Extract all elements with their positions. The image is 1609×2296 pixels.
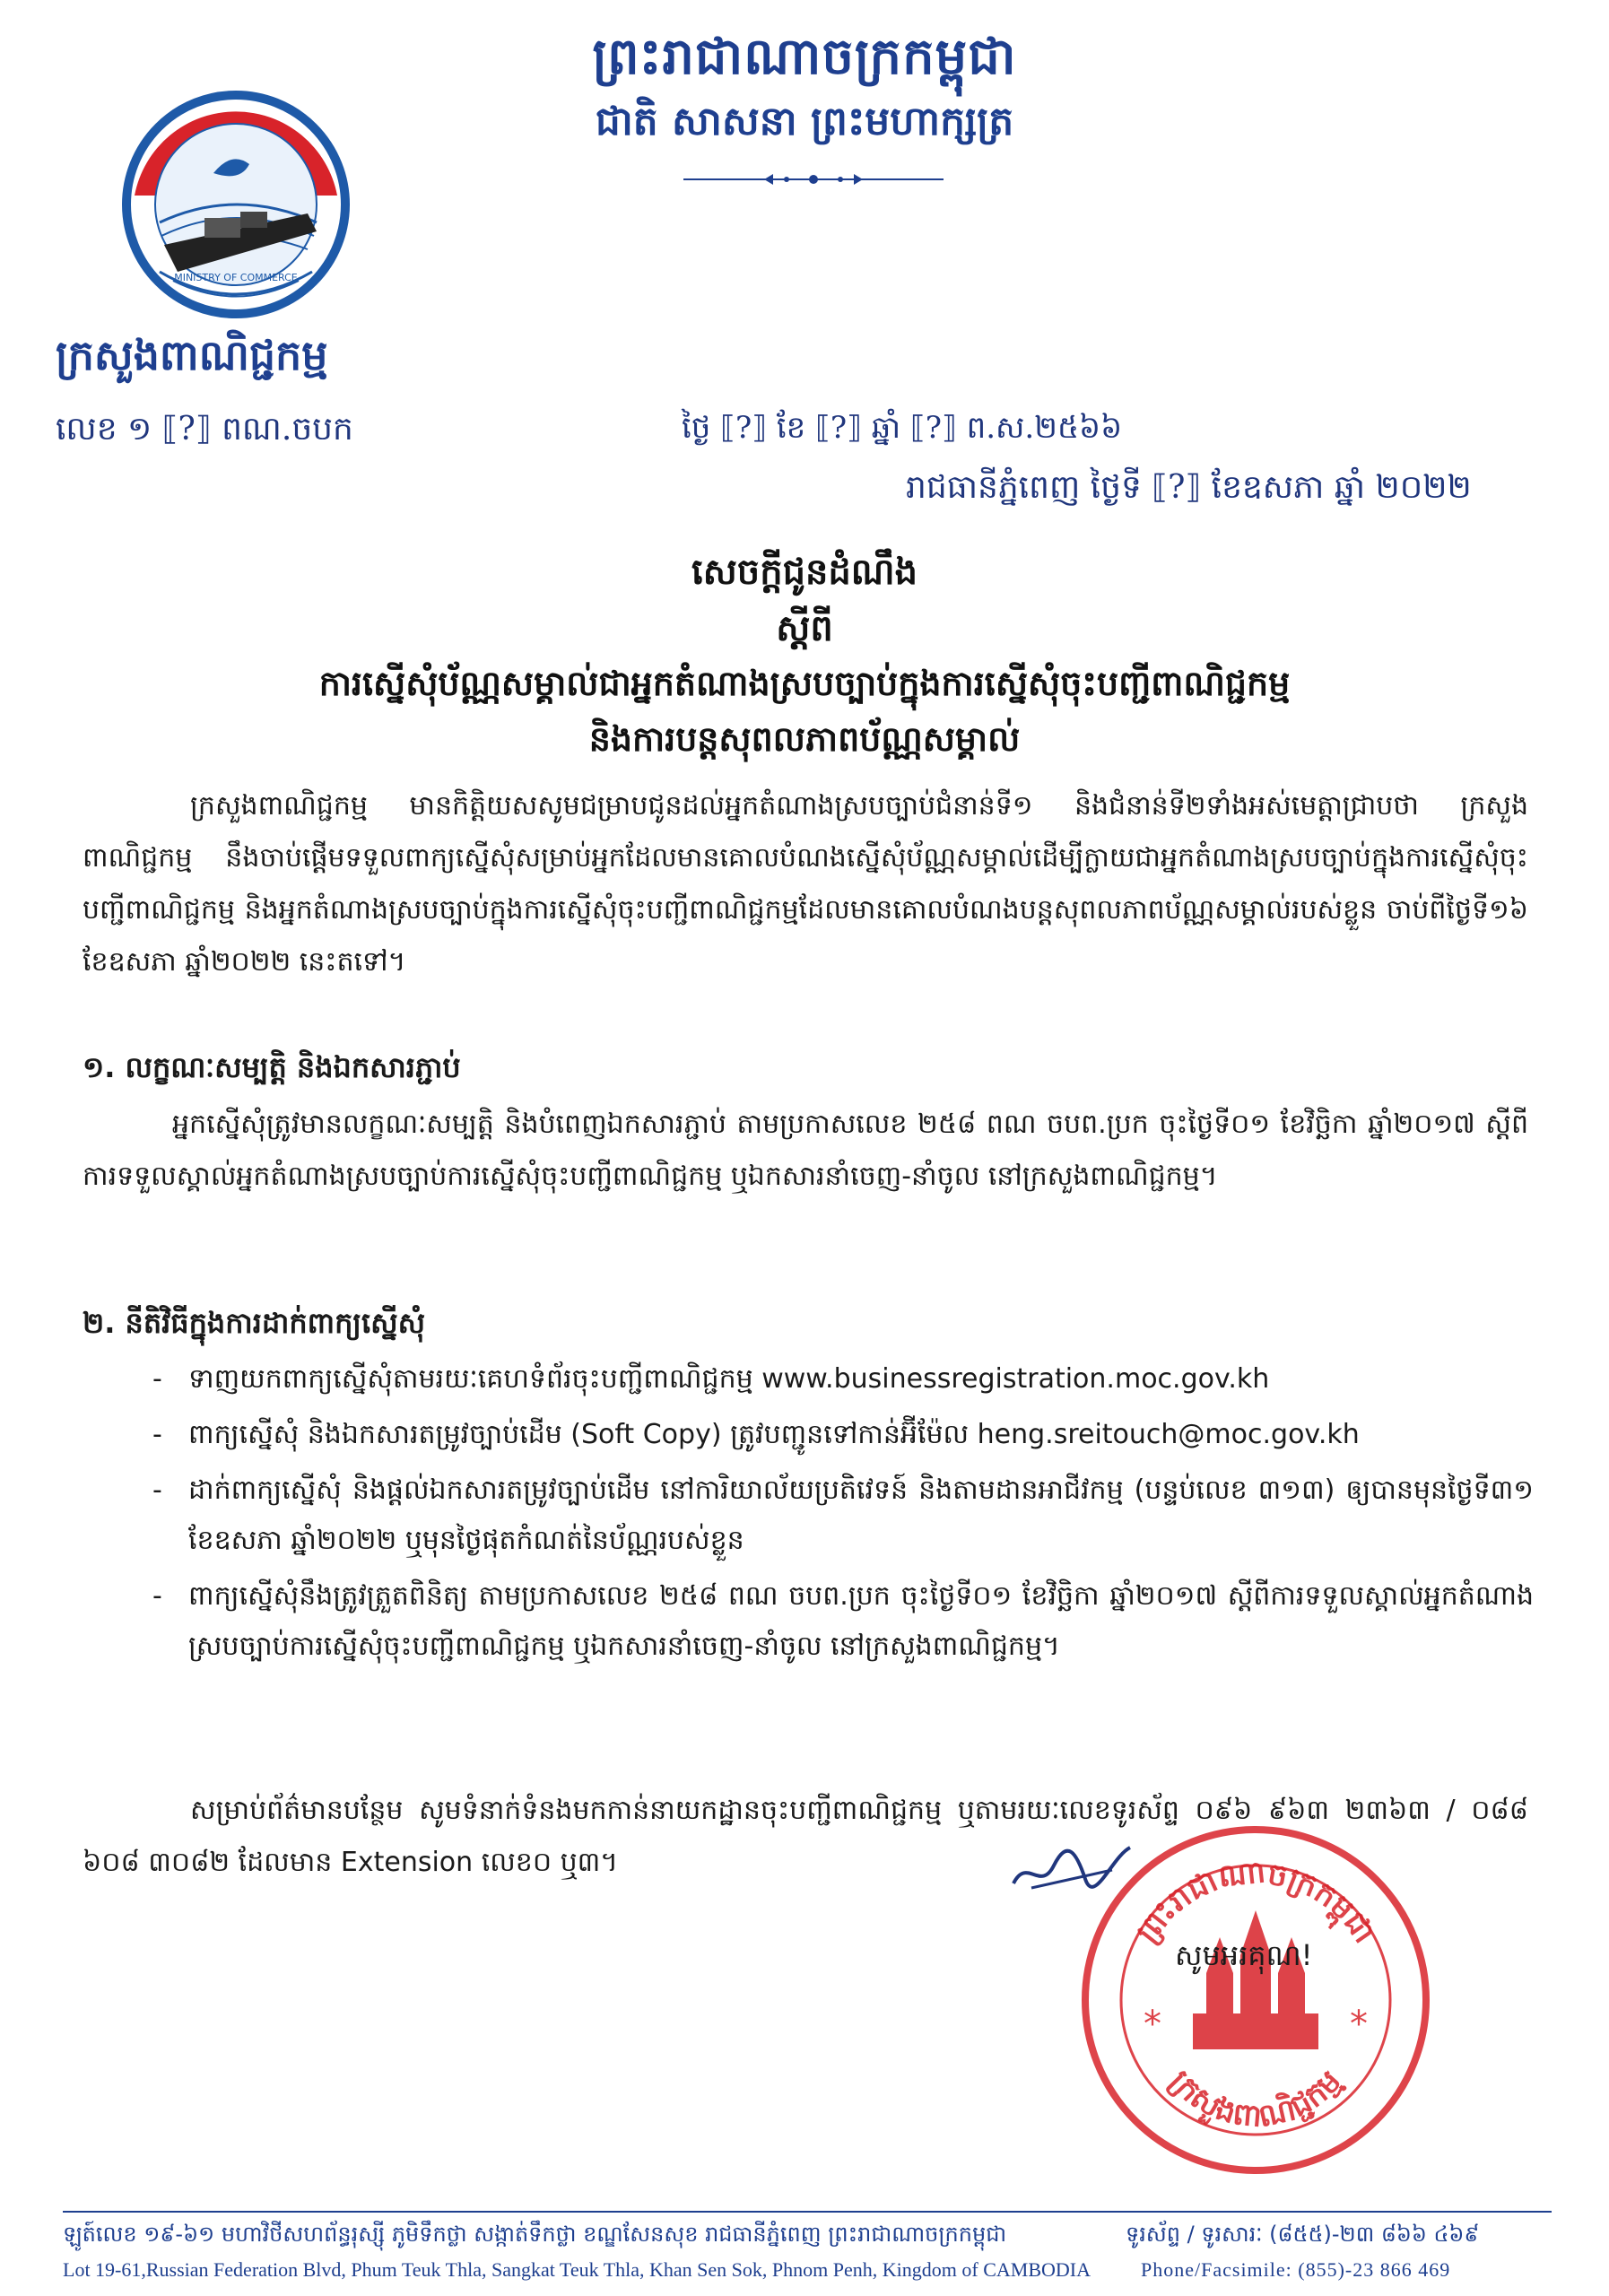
notice-title: សេចក្តីជូនដំណឹង <box>691 552 918 593</box>
procedure-list <box>152 1354 1534 1677</box>
list-item <box>152 1465 1534 1566</box>
signature-icon <box>1005 1839 1139 1901</box>
section-1-heading: ១. លក្ខណៈសម្បត្តិ និងឯកសារភ្ជាប់ <box>83 1050 461 1084</box>
intro-paragraph: ក្រសួងពាណិជ្ជកម្ម មានកិត្តិយសសូមជម្រាបជូនដល់អ្នកតំណាងស្របច្បាប់ជំនាន់ទី១ និងជំនាន់ទី២ទាំងអស់មេត្តាជ្រាបថា ក្រសួងពាណិជ្ជកម្ម នឹងចាប់ផ្តើមទទួលពាក្យស្នើសុំសម្រាប់អ្នកដែលមានគោលបំណងស្នើសុំប័ណ្ណសម្គាល់ដើម្បីក្លាយជាអ្នកតំណាងស្របច្បាប់ក្នុងការស្នើសុំចុះបញ្ជីពាណិជ្ជកម្ម និងអ្នកតំណាងស្របច្បាប់ក្នុងការស្នើសុំចុះបញ្ជីពាណិជ្ជកម្មដែលមានគោលបំណងបន្តសុពលភាពប័ណ្ណសម្គាល់របស់ខ្លួន ចាប់ពីថ្ងៃទី១៦ ខែឧសភា ឆ្នាំ២០២២ នេះតទៅ។ <box>83 790 1528 978</box>
ministry-logo-icon <box>106 88 366 321</box>
procedure-step-1: ទាញយកពាក្យស្នើសុំតាមរយៈគេហទំព័រចុះបញ្ជីពាណិជ្ជកម្ម www.businessregistration.moc.gov.kh <box>188 1363 1270 1395</box>
footer-address-english: Lot 19-61,Russian Federation Blvd, Phum Teuk Thla, Sangkat Teuk Thla, Khan Sen Sok, Phnom Penh, Kingdom of CAMBODIA <box>63 2258 1091 2281</box>
svg-text:ក្រសួងពាណិជ្ជកម្ម <box>1162 2063 1348 2135</box>
stamp-bottom-text: ក្រសួងពាណិជ្ជកម្ម <box>1162 2063 1349 2135</box>
national-motto: ជាតិ សាសនា ព្រះមហាក្សត្រ <box>595 99 1014 144</box>
list-item <box>152 1571 1534 1672</box>
procedure-step-4: ពាក្យស្នើសុំនឹងត្រូវត្រួតពិនិត្យ តាមប្រកាសលេខ ២៥៨ ពណ ចបព.ប្រក ចុះថ្ងៃទី០១ ខែវិច្ឆិកា ឆ្នាំ២០១៧ ស្តីពីការទទួលស្គាល់អ្នកតំណាងស្របច្បាប់ការស្នើសុំចុះបញ្ជីពាណិជ្ជកម្ម ឬឯកសារនាំចេញ-នាំចូល នៅក្រសួងពាណិជ្ជកម្ម។ <box>188 1580 1534 1662</box>
temple-icon <box>1193 1910 1318 2049</box>
ministry-name: ក្រសួងពាណិជ្ជកម្ម <box>56 331 328 379</box>
svg-text:*: * <box>1350 2004 1368 2045</box>
ornament-divider-icon <box>679 166 948 193</box>
notice-subject-line-2: និងការបន្តសុពលភាពប័ណ្ណសម្គាល់ <box>588 719 1021 759</box>
kingdom-title: ព្រះរាជាណាចក្រកម្ពុជា <box>592 28 1017 86</box>
reference-number: លេខ ១ ⟦?⟧ ពណ.ចបក <box>56 411 353 448</box>
logo-caption: MINISTRY OF COMMERCE <box>174 272 298 283</box>
list-item <box>152 1410 1534 1460</box>
footer-address-khmer: ឡូត៍លេខ ១៩-៦១ មហាវិថីសហព័ន្ធរុស្ស៊ី ភូមិទឹកថ្លា សង្កាត់ទឹកថ្លា ខណ្ឌសែនសុខ រាជធានីភ្នំពេញ ព្រះរាជាណាចក្រកម្ពុជា <box>63 2222 1007 2247</box>
notice-subtitle-regarding: ស្តីពី <box>776 608 833 649</box>
bullet-dash: - <box>152 1363 162 1395</box>
procedure-step-2: ពាក្យស្នើសុំ និងឯកសារតម្រូវច្បាប់ដើម (Soft Copy) ត្រូវបញ្ជូនទៅកាន់អ៊ីម៉ែល heng.sreitouch@moc.gov.kh <box>188 1419 1360 1450</box>
procedure-step-3: ដាក់ពាក្យស្នើសុំ និងផ្តល់ឯកសារតម្រូវច្បាប់ដើម នៅការិយាល័យប្រតិវេទន៍ និងតាមដានអាជីវកម្ម (បន្ទប់លេខ ៣១៣) ឲ្យបានមុនថ្ងៃទី៣១ ខែឧសភា ឆ្នាំ២០២២ ឬមុនថ្ងៃផុតកំណត់នៃប័ណ្ណរបស់ខ្លួន <box>188 1474 1534 1556</box>
footer-phone-english: Phone/Facsimile: (855)-23 866 469 <box>1141 2258 1451 2281</box>
lunar-date: ថ្ងៃ ⟦?⟧ ខែ ⟦?⟧ ឆ្នាំ ⟦?⟧ ព.ស.២៥៦៦ <box>682 410 1123 446</box>
footer-phone-khmer: ទូរស័ព្ទ / ទូរសារៈ (៨៥៥)-២៣ ៨៦៦ ៤៦៩ <box>1126 2222 1480 2247</box>
section-1-paragraph: អ្នកស្នើសុំត្រូវមានលក្ខណៈសម្បត្តិ និងបំពេញឯកសារភ្ជាប់ តាមប្រកាសលេខ ២៥៨ ពណ ចបព.ប្រក ចុះថ្ងៃទី០១ ខែវិច្ឆិកា ឆ្នាំ២០១៧ ស្តីពីការទទួលស្គាល់អ្នកតំណាងស្របច្បាប់ការស្នើសុំចុះបញ្ជីពាណិជ្ជកម្ម ឬឯកសារនាំចេញ-នាំចូល នៅក្រសួងពាណិជ្ជកម្ម។ <box>83 1109 1528 1192</box>
footer-divider <box>63 2211 1552 2213</box>
stamp-top-text: ព្រះរាជាណាចក្រកម្ពុជា <box>1128 1854 1383 1950</box>
bullet-dash: - <box>152 1474 162 1506</box>
bullet-dash: - <box>152 1419 162 1450</box>
section-2-heading: ២. នីតិវិធីក្នុងការដាក់ពាក្យស្នើសុំ <box>83 1306 426 1340</box>
notice-subject-line-1: ការស្នើសុំប័ណ្ណសម្គាល់ជាអ្នកតំណាងស្របច្បាប់ក្នុងការស្នើសុំចុះបញ្ជីពាណិជ្ជកម្ម <box>318 664 1291 703</box>
list-item <box>152 1354 1534 1405</box>
contact-paragraph: សម្រាប់ព័ត៌មានបន្ថែម សូមទំនាក់ទំនងមកកាន់នាយកដ្ឋានចុះបញ្ជីពាណិជ្ជកម្ម ឬតាមរយៈលេខទូរស័ព្ទ ០៩៦ ៩៦៣ ២៣៦៣ / ០៨៨ ៦០៨ ៣០៨២ ដែលមាន Extension លេខ០ ឬ៣។ <box>83 1795 1528 1878</box>
closing-thanks: សូមអរគុណ! <box>1175 1938 1313 1972</box>
bullet-dash: - <box>152 1580 162 1612</box>
svg-text:*: * <box>1144 2004 1161 2045</box>
solar-date: រាជធានីភ្នំពេញ ថ្ងៃទី ⟦?⟧ ខែឧសភា ឆ្នាំ ២០២២ <box>906 469 1472 506</box>
